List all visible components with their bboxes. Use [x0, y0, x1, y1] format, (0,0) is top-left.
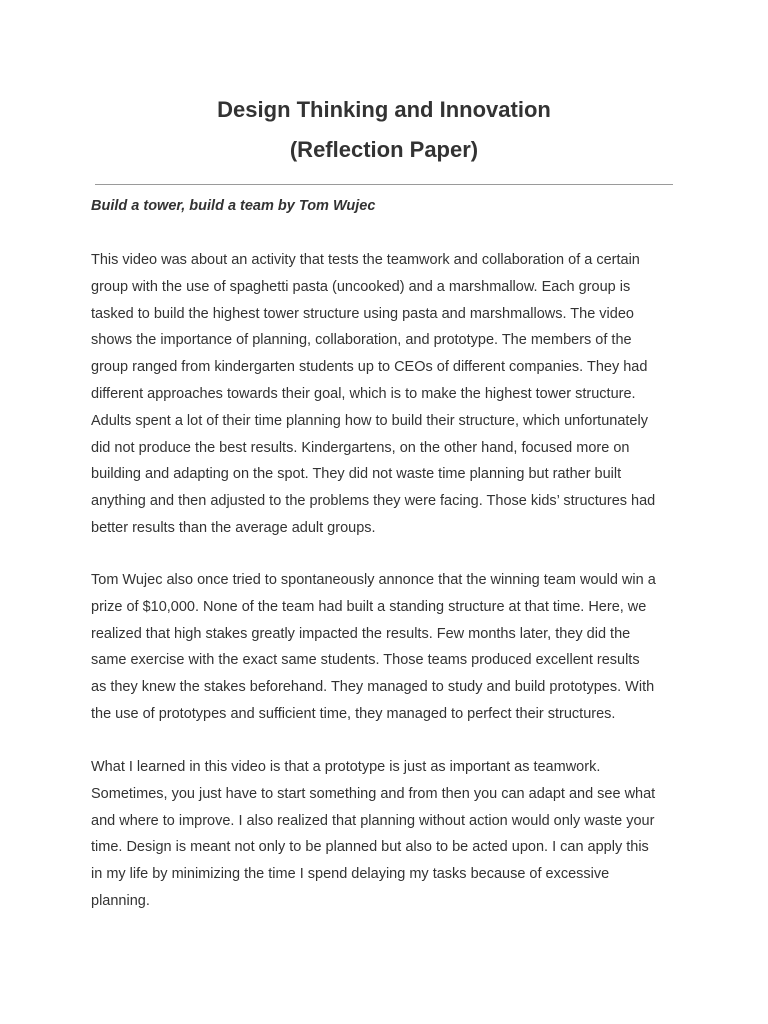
- text-line: tasked to build the highest tower structure using pasta and marshmallows. The video: [91, 305, 634, 322]
- text-line: in my life by minimizing the time I spend delaying my tasks because of excessive: [91, 866, 610, 883]
- text-line: shows the importance of planning, collaboration, and prototype. The members of the: [91, 332, 632, 349]
- text-line: anything and then adjusted to the problems they were facing. Those kids’ structures had: [91, 493, 656, 510]
- text-line: did not produce the best results. Kindergartens, on the other hand, focused more on: [91, 439, 630, 456]
- text-line: group with the use of spaghetti pasta (uncooked) and a marshmallow. Each group is: [91, 278, 631, 295]
- text-line: planning.: [91, 892, 150, 909]
- body-paragraph: [91, 247, 691, 542]
- body-paragraph: [91, 754, 691, 915]
- text-line: realized that high stakes greatly impacted the results. Few months later, they did the: [91, 625, 631, 642]
- text-line: Adults spent a lot of their time planning how to build their structure, which unfortunately: [91, 412, 648, 429]
- text-line: This video was about an activity that tests the teamwork and collaboration of a certain: [91, 252, 640, 268]
- text-line: different approaches towards their goal, which is to make the highest tower structure.: [91, 385, 636, 402]
- text-line: time. Design is meant not only to be planned but also to be acted upon. I can apply this: [91, 839, 649, 856]
- text-line: prize of $10,000. None of the team had built a standing structure at that time. Here, we: [91, 598, 647, 615]
- title-line: Design Thinking and Innovation: [217, 97, 551, 122]
- text-line: better results than the average adult groups.: [91, 519, 376, 536]
- text-line: the use of prototypes and sufficient time, they managed to perfect their structures.: [91, 705, 616, 722]
- text-line: same exercise with the exact same students. Those teams produced excellent results: [91, 652, 640, 669]
- text-line: group ranged from kindergarten students up to CEOs of different companies. They had: [91, 359, 648, 376]
- text-line: as they knew the stakes beforehand. They managed to study and build prototypes. With: [91, 679, 655, 696]
- text-line: What I learned in this video is that a prototype is just as important as teamwork.: [91, 759, 601, 775]
- text-line: building and adapting on the spot. They did not waste time planning but rather built: [91, 466, 622, 483]
- body-paragraph: [91, 567, 691, 728]
- text-line: Sometimes, you just have to start something and from then you can adapt and see what: [91, 785, 656, 802]
- section-heading: Build a tower, build a team by Tom Wujec: [91, 198, 376, 214]
- document-title: [0, 90, 768, 170]
- text-line: and where to improve. I also realized that planning without action would only waste your: [91, 812, 655, 829]
- horizontal-rule: [95, 184, 673, 185]
- title-line: (Reflection Paper): [289, 137, 479, 162]
- text-line: Tom Wujec also once tried to spontaneously annonce that the winning team would win a: [91, 572, 656, 588]
